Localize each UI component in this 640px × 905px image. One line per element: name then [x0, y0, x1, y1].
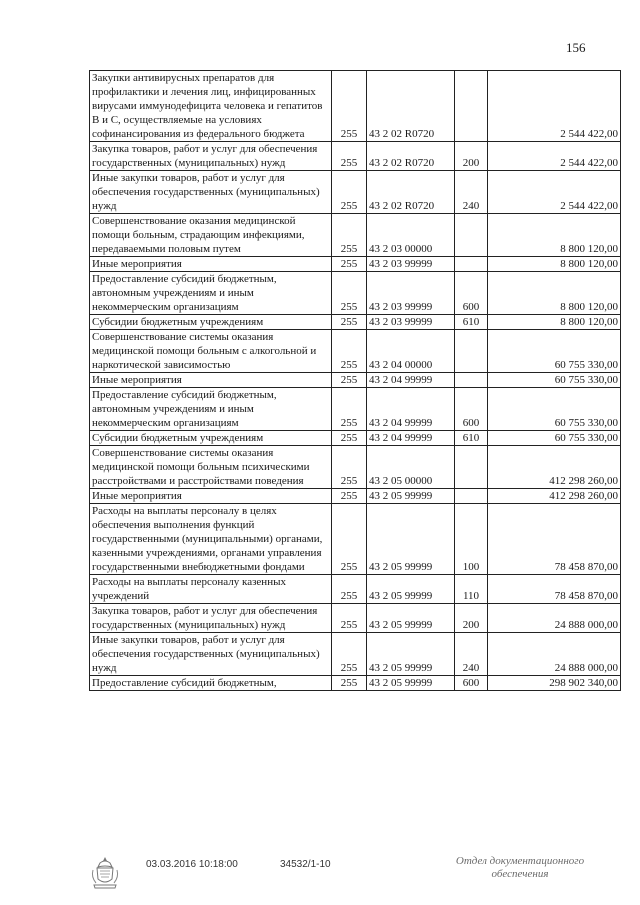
cell-target-article: 43 2 05 99999 [367, 575, 455, 604]
cell-dept-code: 255 [332, 504, 367, 575]
cell-target-article: 43 2 04 00000 [367, 330, 455, 373]
cell-target-article: 43 2 05 99999 [367, 489, 455, 504]
cell-expense-type [455, 71, 488, 142]
cell-expense-type: 110 [455, 575, 488, 604]
footer-department-line: Отдел документационного [455, 855, 585, 867]
table-row [90, 71, 621, 142]
cell-amount: 412 298 260,00 [488, 446, 621, 489]
cell-expense-type: 240 [455, 171, 488, 214]
table-row [90, 272, 621, 315]
cell-name: Расходы на выплаты персоналу в целях обеспечения выполнения функций государственными (муниципальными) органами, казенными учреждениями, органами управления государственными внебюджетными фондами [90, 504, 332, 575]
cell-dept-code: 255 [332, 676, 367, 691]
cell-name: Иные закупки товаров, работ и услуг для обеспечения государственных (муниципальных) нужд [90, 171, 332, 214]
table-row [90, 633, 621, 676]
cell-amount: 8 800 120,00 [488, 272, 621, 315]
cell-expense-type [455, 446, 488, 489]
table-row [90, 504, 621, 575]
table-row [90, 171, 621, 214]
cell-expense-type: 600 [455, 388, 488, 431]
budget-table [89, 70, 621, 691]
table-row [90, 257, 621, 272]
cell-dept-code: 255 [332, 71, 367, 142]
cell-name: Закупка товаров, работ и услуг для обеспечения государственных (муниципальных) нужд [90, 604, 332, 633]
cell-expense-type [455, 330, 488, 373]
cell-expense-type [455, 489, 488, 504]
cell-amount: 24 888 000,00 [488, 633, 621, 676]
table-row [90, 373, 621, 388]
cell-dept-code: 255 [332, 431, 367, 446]
cell-dept-code: 255 [332, 214, 367, 257]
cell-name: Предоставление субсидий бюджетным, автономным учреждениям и иным некоммерческим организациям [90, 272, 332, 315]
coat-of-arms-icon [88, 855, 122, 891]
table-row [90, 315, 621, 330]
cell-target-article: 43 2 05 99999 [367, 633, 455, 676]
cell-name: Предоставление субсидий бюджетным, автономным учреждениям и иным некоммерческим организациям [90, 388, 332, 431]
cell-name: Совершенствование оказания медицинской помощи больным, страдающим инфекциями, передаваемыми половым путем [90, 214, 332, 257]
cell-expense-type: 600 [455, 272, 488, 315]
cell-dept-code: 255 [332, 633, 367, 676]
cell-target-article: 43 2 04 99999 [367, 373, 455, 388]
table-row [90, 142, 621, 171]
cell-expense-type [455, 214, 488, 257]
cell-amount: 8 800 120,00 [488, 315, 621, 330]
cell-dept-code: 255 [332, 446, 367, 489]
table-row [90, 575, 621, 604]
cell-dept-code: 255 [332, 142, 367, 171]
cell-amount: 412 298 260,00 [488, 489, 621, 504]
cell-expense-type: 200 [455, 142, 488, 171]
cell-target-article: 43 2 04 99999 [367, 431, 455, 446]
table-row [90, 604, 621, 633]
footer-doc-number: 34532/1-10 [280, 859, 331, 870]
cell-amount: 298 902 340,00 [488, 676, 621, 691]
cell-name: Субсидии бюджетным учреждениям [90, 431, 332, 446]
page-number: 156 [566, 40, 586, 55]
cell-dept-code: 255 [332, 272, 367, 315]
cell-target-article: 43 2 04 99999 [367, 388, 455, 431]
cell-amount: 8 800 120,00 [488, 214, 621, 257]
footer-department-line: обеспечения [491, 868, 549, 880]
cell-target-article: 43 2 03 99999 [367, 257, 455, 272]
cell-amount: 60 755 330,00 [488, 388, 621, 431]
cell-dept-code: 255 [332, 257, 367, 272]
cell-dept-code: 255 [332, 171, 367, 214]
cell-name: Совершенствование системы оказания медицинской помощи больным психическими расстройствами и расстройствами поведения [90, 446, 332, 489]
cell-target-article: 43 2 02 R0720 [367, 71, 455, 142]
table-row [90, 446, 621, 489]
cell-expense-type: 200 [455, 604, 488, 633]
cell-amount: 78 458 870,00 [488, 504, 621, 575]
cell-dept-code: 255 [332, 373, 367, 388]
cell-amount: 24 888 000,00 [488, 604, 621, 633]
cell-expense-type: 100 [455, 504, 488, 575]
cell-amount: 78 458 870,00 [488, 575, 621, 604]
cell-target-article: 43 2 05 99999 [367, 676, 455, 691]
cell-name: Иные мероприятия [90, 257, 332, 272]
footer-date: 03.03.2016 10:18:00 [146, 859, 238, 870]
cell-target-article: 43 2 03 99999 [367, 315, 455, 330]
cell-amount: 8 800 120,00 [488, 257, 621, 272]
cell-target-article: 43 2 05 99999 [367, 604, 455, 633]
table-row [90, 431, 621, 446]
cell-dept-code: 255 [332, 330, 367, 373]
cell-amount: 60 755 330,00 [488, 431, 621, 446]
cell-amount: 60 755 330,00 [488, 373, 621, 388]
cell-expense-type [455, 257, 488, 272]
cell-name: Субсидии бюджетным учреждениям [90, 315, 332, 330]
cell-name: Иные мероприятия [90, 489, 332, 504]
cell-name: Расходы на выплаты персоналу казенных учреждений [90, 575, 332, 604]
table-row [90, 214, 621, 257]
cell-expense-type [455, 373, 488, 388]
cell-name: Предоставление субсидий бюджетным, [90, 676, 332, 691]
cell-dept-code: 255 [332, 315, 367, 330]
cell-amount: 2 544 422,00 [488, 171, 621, 214]
footer [0, 855, 640, 895]
cell-target-article: 43 2 05 00000 [367, 446, 455, 489]
cell-expense-type: 600 [455, 676, 488, 691]
table-row [90, 388, 621, 431]
cell-dept-code: 255 [332, 604, 367, 633]
footer-department-stamp [440, 855, 600, 881]
cell-target-article: 43 2 02 R0720 [367, 142, 455, 171]
table-row [90, 330, 621, 373]
cell-amount: 60 755 330,00 [488, 330, 621, 373]
cell-expense-type: 240 [455, 633, 488, 676]
cell-amount: 2 544 422,00 [488, 71, 621, 142]
cell-dept-code: 255 [332, 489, 367, 504]
cell-expense-type: 610 [455, 315, 488, 330]
cell-name: Иные закупки товаров, работ и услуг для обеспечения государственных (муниципальных) нужд [90, 633, 332, 676]
cell-amount: 2 544 422,00 [488, 142, 621, 171]
cell-target-article: 43 2 02 R0720 [367, 171, 455, 214]
cell-name: Закупки антивирусных препаратов для профилактики и лечения лиц, инфицированных вирусами иммунодефицита человека и гепатитов В и С, осуществляемые на условиях софинансирования из федерального бюджета [90, 71, 332, 142]
cell-target-article: 43 2 03 99999 [367, 272, 455, 315]
cell-target-article: 43 2 05 99999 [367, 504, 455, 575]
table-row [90, 676, 621, 691]
cell-expense-type: 610 [455, 431, 488, 446]
cell-target-article: 43 2 03 00000 [367, 214, 455, 257]
cell-name: Иные мероприятия [90, 373, 332, 388]
cell-dept-code: 255 [332, 575, 367, 604]
cell-dept-code: 255 [332, 388, 367, 431]
cell-name: Совершенствование системы оказания медицинской помощи больным с алкогольной и наркотической зависимостью [90, 330, 332, 373]
table-row [90, 489, 621, 504]
cell-name: Закупка товаров, работ и услуг для обеспечения государственных (муниципальных) нужд [90, 142, 332, 171]
